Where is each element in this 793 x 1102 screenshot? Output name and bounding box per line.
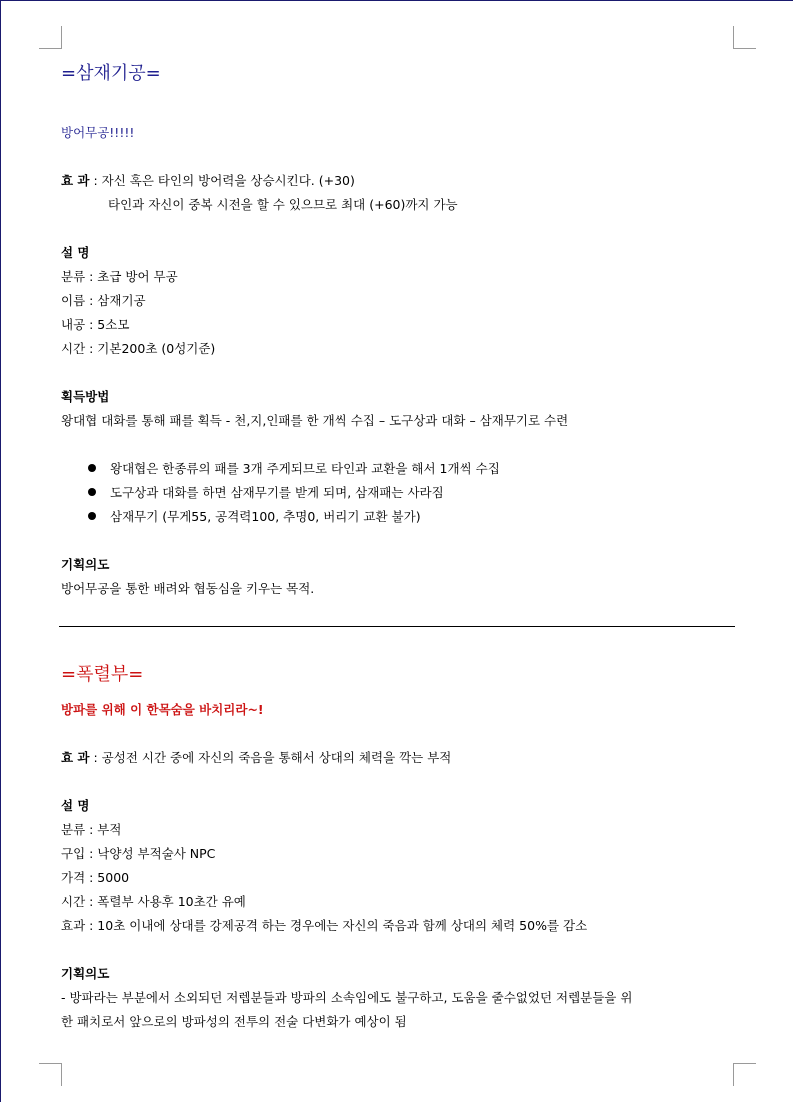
section1-effect-line1: : 자신 혹은 타인의 방어력을 상승시킨다. (+30): [89, 173, 355, 188]
bullet-dot-icon: [88, 464, 96, 472]
bullet-dot-icon: [88, 512, 96, 520]
page-border-left: [0, 0, 1, 1102]
section2-intent-label: 기획의도: [61, 966, 110, 981]
section2-effect-line1: : 공성전 시간 중에 자신의 죽음을 통해서 상대의 체력을 깍는 부적: [89, 750, 452, 765]
section1-acq-label: 획득방법: [61, 389, 110, 404]
section1-intent: 방어무공을 통한 배려와 협동심을 키우는 목적.: [61, 581, 315, 596]
section1-bullet-text: 도구상과 대화를 하면 삼재무기를 받게 되며, 삼재패는 사라짐: [110, 485, 444, 500]
section1-intent-label: 기획의도: [61, 557, 110, 572]
section1-acq-line: 왕대협 대화를 통해 패를 획득 - 천,지,인패를 한 개씩 수집 – 도구상과 대화 – 삼재무기로 수련: [61, 413, 569, 428]
section1-desc-mana: 내공 : 5소모: [61, 317, 130, 332]
section1-effect-label: 효 과: [61, 173, 90, 188]
section1-desc-time: 시간 : 기본200초 (0성기준): [61, 341, 216, 356]
section1-bullet-text: 삼재무기 (무게55, 공격력100, 추명0, 버리기 교환 불가): [110, 509, 421, 524]
section1-desc-name: 이름 : 삼재기공: [61, 293, 146, 308]
crop-mark-top-right: [733, 26, 756, 49]
section1-title: =삼재기공=: [61, 63, 161, 84]
page-border-top: [0, 0, 793, 1]
section2-intent-line1: - 방파라는 부분에서 소외되던 저렙분들과 방파의 소속임에도 불구하고, 도움을 줄수없었던 저렙분들을 위: [61, 990, 633, 1005]
section1-subtitle: 방어무공!!!!!: [61, 125, 135, 140]
section2-subtitle: 방파를 위해 이 한목숨을 바치리라~!: [61, 702, 264, 717]
section1-bullet-text: 왕대협은 한종류의 패를 3개 주게되므로 타인과 교환을 해서 1개씩 수집: [110, 461, 500, 476]
section2-desc-purchase: 구입 : 낙양성 부적술사 NPC: [61, 846, 216, 861]
section1-bullet-item: [88, 485, 444, 501]
section2-intent-line2: 한 패치로서 앞으로의 방파성의 전투의 전술 다변화가 예상이 됨: [61, 1014, 407, 1029]
section1-desc-label: 설 명: [61, 245, 90, 260]
section2-title: =폭렬부=: [61, 664, 144, 685]
section1-desc-category: 분류 : 초급 방어 무공: [61, 269, 178, 284]
section2-desc-time: 시간 : 폭렬부 사용후 10초간 유예: [61, 894, 246, 909]
section1-effect-line2: 타인과 자신이 중복 시전을 할 수 있으므로 최대 (+60)까지 가능: [108, 197, 458, 212]
section1-bullet-item: [88, 509, 421, 525]
section2-desc-effect: 효과 : 10초 이내에 상대를 강제공격 하는 경우에는 자신의 죽음과 함께 상대의 체력 50%를 감소: [61, 918, 588, 933]
section2-desc-price: 가격 : 5000: [61, 870, 130, 885]
section2-desc-category: 분류 : 부적: [61, 822, 122, 837]
section1-bullet-item: [88, 461, 500, 477]
section2-desc-label: 설 명: [61, 798, 90, 813]
crop-mark-top-left: [39, 26, 62, 49]
section2-effect: [61, 750, 451, 766]
section-divider: [59, 626, 735, 627]
crop-mark-bottom-right: [733, 1063, 756, 1086]
crop-mark-bottom-left: [39, 1063, 62, 1086]
bullet-dot-icon: [88, 488, 96, 496]
section2-effect-label: 효 과: [61, 750, 90, 765]
section1-effect: [61, 173, 355, 189]
